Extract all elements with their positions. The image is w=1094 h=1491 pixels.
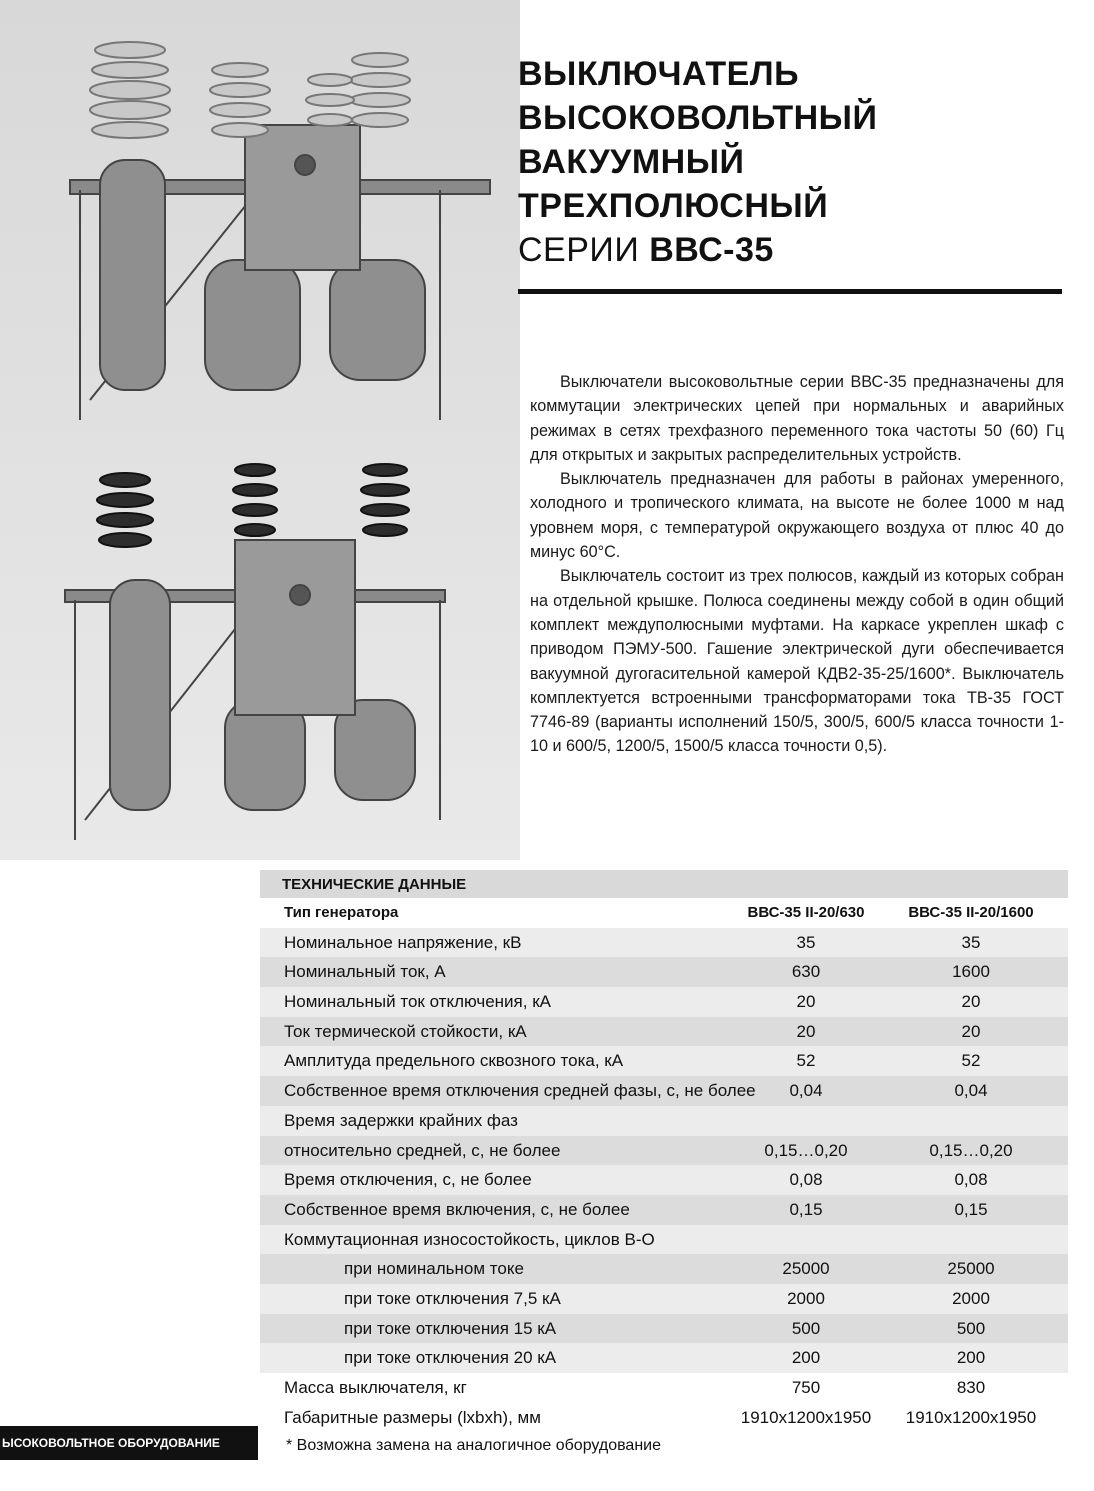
row-value: 0,04 xyxy=(789,1081,823,1101)
row-value: 20 xyxy=(961,1021,981,1041)
row-value xyxy=(722,1225,890,1255)
row-value: 25000 xyxy=(947,1259,995,1279)
footer-section-label: ЫСОКОВОЛЬТНОЕ ОБОРУДОВАНИЕ xyxy=(0,1426,258,1460)
row-value: 0,04 xyxy=(954,1081,988,1101)
table-row xyxy=(260,1314,1068,1344)
row-value xyxy=(890,1225,1052,1255)
description-paragraph: Выключатели высоковольтные серии ВВС-35 предназначены для коммутации электрических цепей при нормальных и аварийных режимах в сетях трехфазного переменного тока частоты 50 (60) Гц для открытых и закрытых распределительных устройств. xyxy=(530,373,1064,464)
description-paragraph: Выключатель состоит из трех полюсов, каждый из которых собран на отдельной крышке. Полюса соединены между собой в один общий комплект междуполюсными муфтами. На каркасе укреплен шкаф с приводом ПЭМУ-500. Гашение электрической дуги обеспечивается вакуумной дугогасительной камерой КДВ2-35-25/1600*. Выключатель комплектуется встроенными трансформаторами тока ТВ-35 ГОСТ 7746-89 (варианты исполнений 150/5, 300/5, 600/5 класса точности 1-10 и 600/5, 1200/5, 1500/5 класса точности 0,5). xyxy=(530,567,1064,756)
row-value: 35 xyxy=(961,932,981,952)
table-row xyxy=(260,1195,1068,1225)
row-label: относительно средней, с, не более xyxy=(284,1140,561,1160)
table-row xyxy=(260,1254,1068,1284)
row-label: Коммутационная износостойкость, циклов В-О xyxy=(284,1229,655,1249)
row-label: при токе отключения 7,5 кА xyxy=(344,1288,561,1308)
title-line: ТРЕХПОЛЮСНЫЙ xyxy=(518,187,829,225)
table-row xyxy=(260,1076,1068,1106)
product-photos xyxy=(0,0,520,860)
description xyxy=(530,370,1064,759)
row-value xyxy=(722,1106,890,1136)
row-value: 20 xyxy=(796,992,816,1012)
row-label: Номинальное напряжение, кВ xyxy=(284,932,522,952)
upper-switch-photo xyxy=(70,42,490,420)
row-value: 630 xyxy=(791,962,821,982)
table-row xyxy=(260,987,1068,1017)
row-value: 0,08 xyxy=(954,1170,988,1190)
row-value: 0,15…0,20 xyxy=(764,1140,848,1160)
table-row xyxy=(260,1373,1068,1403)
row-value: 750 xyxy=(791,1378,821,1397)
header-cell: ВВС-35 II-20/1600 xyxy=(908,904,1034,921)
title-line: ВЫСОКОВОЛЬТНЫЙ xyxy=(518,99,878,137)
page-title xyxy=(518,52,1078,272)
table-row xyxy=(260,1165,1068,1195)
row-label: при номинальном токе xyxy=(344,1259,524,1279)
row-label: Время задержки крайних фаз xyxy=(284,1110,518,1130)
header-cell: ВВС-35 II-20/630 xyxy=(747,904,865,921)
row-label: при токе отключения 20 кА xyxy=(344,1348,557,1368)
row-value: 0,08 xyxy=(789,1170,823,1190)
series-name: ВВС-35 xyxy=(649,231,774,269)
table-title: ТЕХНИЧЕСКИЕ ДАННЫЕ xyxy=(260,870,1068,898)
tech-data-table xyxy=(260,870,1068,1432)
description-paragraph: Выключатель предназначен для работы в районах умеренного, холодного и тропического климата, на высоте не более 1000 м над уровнем моря, с температурой окружающего воздуха от плюс 40 до минус 60°С. xyxy=(530,470,1064,562)
table-row xyxy=(260,928,1068,958)
lower-switch-photo xyxy=(65,464,445,840)
row-label: Время отключения, с, не более xyxy=(284,1170,532,1190)
title-divider xyxy=(518,289,1062,294)
table-row xyxy=(260,1403,1068,1433)
table-row xyxy=(260,1284,1068,1314)
table-row xyxy=(260,1106,1068,1136)
row-value: 1910x1200x1950 xyxy=(905,1407,1037,1427)
row-value: 0,15…0,20 xyxy=(929,1140,1013,1160)
table-row xyxy=(260,1225,1068,1255)
row-value: 1600 xyxy=(952,962,990,982)
row-value: 1910x1200x1950 xyxy=(740,1407,872,1427)
title-line: ВАКУУМНЫЙ xyxy=(518,143,745,181)
row-value: 52 xyxy=(961,1051,981,1071)
row-value xyxy=(890,1106,1052,1136)
row-value: 200 xyxy=(956,1348,986,1368)
row-value: 20 xyxy=(961,992,981,1012)
row-value: 830 xyxy=(956,1378,986,1397)
row-label: Номинальный ток, А xyxy=(284,962,446,982)
table-row xyxy=(260,1017,1068,1047)
row-value: 200 xyxy=(791,1348,821,1368)
title-line: ВЫКЛЮЧАТЕЛЬ xyxy=(518,55,800,93)
table-row xyxy=(260,1343,1068,1373)
row-label: Габаритные размеры (lxbxh), мм xyxy=(284,1407,541,1427)
row-label: Амплитуда предельного сквозного тока, кА xyxy=(284,1051,624,1071)
row-value: 0,15 xyxy=(789,1199,823,1219)
row-value: 2000 xyxy=(787,1288,825,1308)
row-label: при токе отключения 15 кА xyxy=(344,1318,557,1338)
row-label: Ток термической стойкости, кА xyxy=(284,1021,527,1041)
table-header-row xyxy=(260,898,1068,928)
series-line xyxy=(518,228,1078,272)
table-row xyxy=(260,957,1068,987)
row-value: 0,15 xyxy=(954,1199,988,1219)
row-value: 35 xyxy=(796,932,816,952)
row-value: 20 xyxy=(796,1021,816,1041)
row-label: Собственное время отключения средней фазы, с, не более xyxy=(284,1081,756,1101)
row-value: 500 xyxy=(956,1318,986,1338)
row-value: 2000 xyxy=(952,1288,990,1308)
header-cell: Тип генератора xyxy=(284,904,399,921)
vacuum-switch-illustration xyxy=(0,0,520,860)
row-value: 25000 xyxy=(782,1259,830,1279)
series-prefix: СЕРИИ xyxy=(518,231,640,269)
table-row xyxy=(260,1046,1068,1076)
row-value: 500 xyxy=(791,1318,821,1338)
row-label: Номинальный ток отключения, кА xyxy=(284,992,551,1012)
table-row xyxy=(260,1136,1068,1166)
footnote: * Возможна замена на аналогичное оборудование xyxy=(286,1437,661,1454)
row-label: Собственное время включения, с, не более xyxy=(284,1199,630,1219)
row-value: 52 xyxy=(796,1051,816,1071)
row-label: Масса выключателя, кг xyxy=(284,1378,467,1397)
